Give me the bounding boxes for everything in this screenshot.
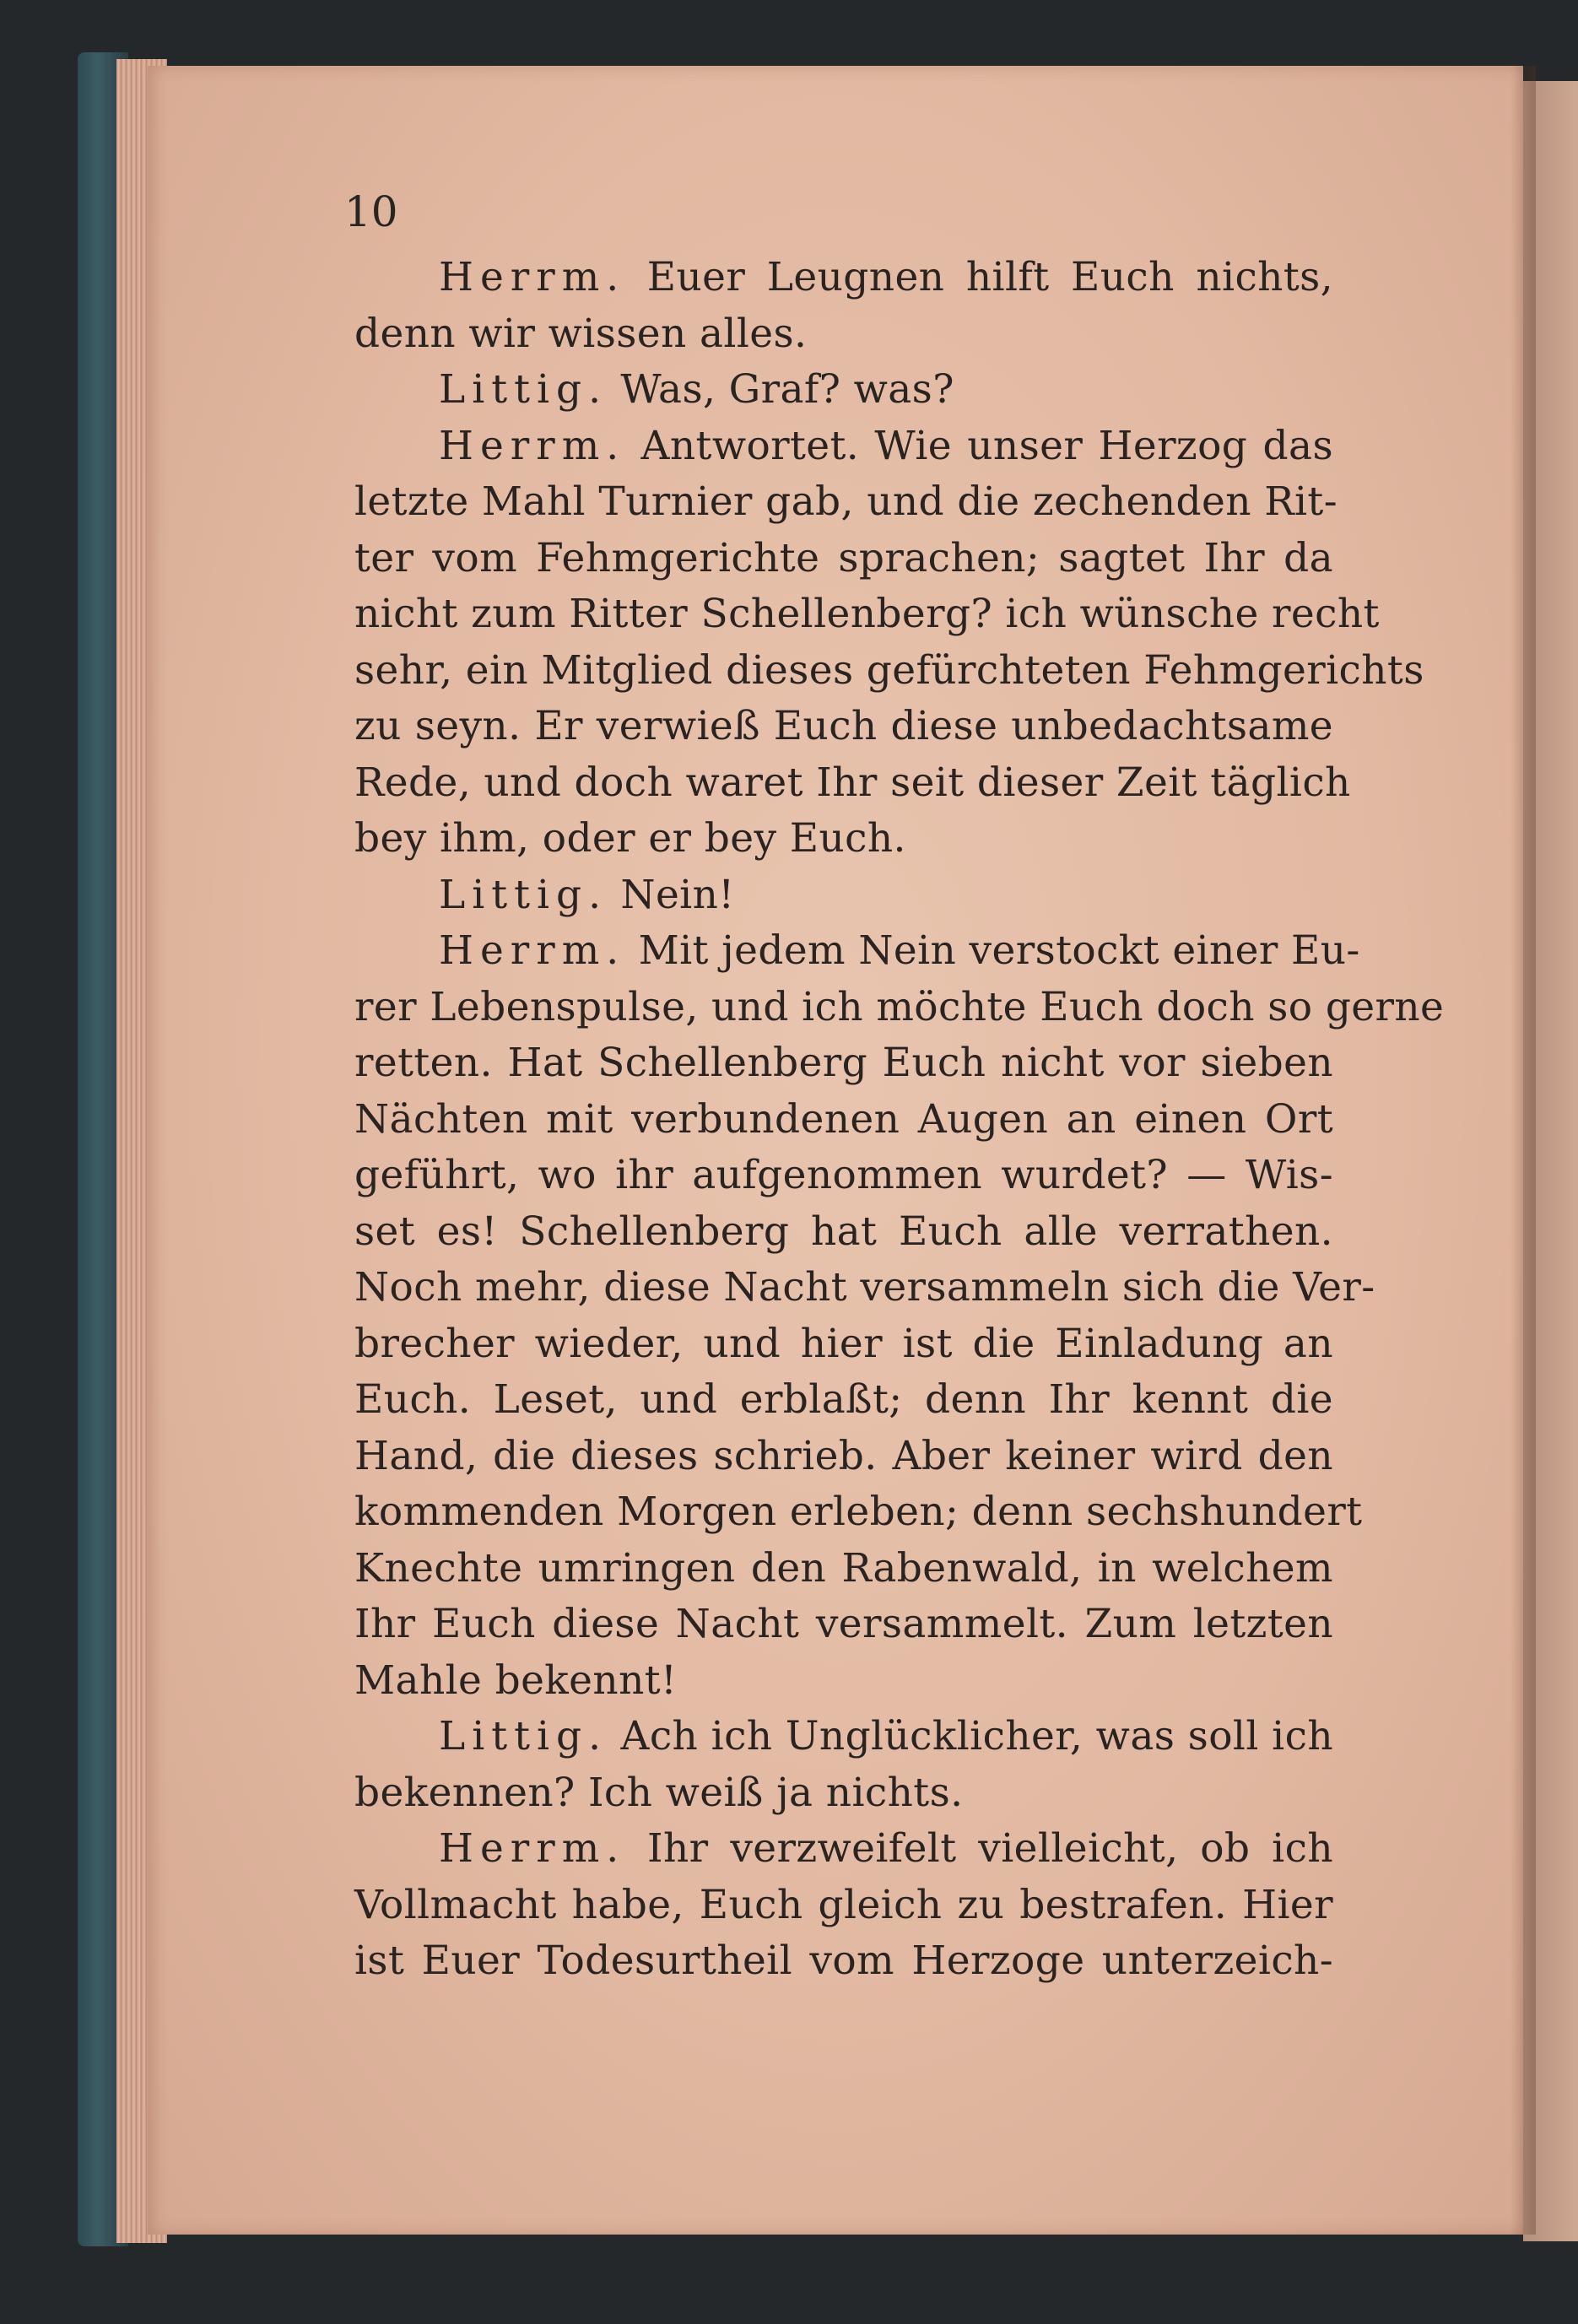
speaker-name: Littig. <box>439 366 608 413</box>
text-line <box>354 699 1333 755</box>
text-line <box>354 923 1360 980</box>
text-line <box>354 1765 1333 1822</box>
text-line <box>354 755 1351 812</box>
line-text: Mit jedem Nein verstockt einer Eu- <box>625 927 1360 974</box>
text-line <box>354 474 1338 531</box>
line-text: retten. Hat Schellenberg Euch nicht vor sieben <box>354 1040 1333 1086</box>
text-line <box>354 1092 1333 1148</box>
text-line <box>354 1035 1333 1092</box>
line-text: Ach ich Unglücklicher, was soll ich <box>608 1713 1333 1759</box>
line-text: geführt, wo ihr aufgenommen wurdet? — Wis- <box>354 1152 1333 1198</box>
line-text: brecher wieder, und hier ist die Einladung an <box>354 1320 1333 1367</box>
line-text: Rede, und doch waret Ihr seit dieser Zeit täglich <box>354 759 1351 806</box>
text-line <box>354 643 1424 700</box>
line-text: ter vom Fehmgerichte sprachen; sagtet Ihr da <box>354 534 1333 581</box>
line-text: Ihr verzweifelt vielleicht, ob ich <box>625 1825 1333 1872</box>
text-line <box>354 250 1333 306</box>
line-text: letzte Mahl Turnier gab, und die zechenden Rit- <box>354 478 1338 525</box>
speaker-name: Herrm. <box>439 1825 626 1872</box>
line-text: Euch. Leset, und erblaßt; denn Ihr kennt die <box>354 1376 1333 1423</box>
text-line <box>354 1933 1333 1990</box>
line-text: Mahle bekennt! <box>354 1657 678 1704</box>
text-line <box>354 1878 1333 1934</box>
speaker-name: Littig. <box>439 1713 608 1759</box>
text-line <box>354 1429 1333 1485</box>
text-line <box>354 1372 1333 1429</box>
text-line <box>354 1597 1333 1653</box>
line-text: Knechte umringen den Rabenwald, in welchem <box>354 1544 1333 1592</box>
line-text: Noch mehr, diese Nacht versammeln sich die Ver- <box>354 1264 1375 1311</box>
text-line <box>354 867 1333 924</box>
speaker-name: Herrm. <box>439 422 626 469</box>
text-line <box>354 1821 1333 1878</box>
text-line <box>354 980 1445 1036</box>
text-line <box>354 419 1333 475</box>
book-gutter <box>1510 66 1536 2235</box>
text-line <box>354 531 1333 587</box>
line-text: Nein! <box>608 871 735 918</box>
text-line <box>354 1653 1333 1710</box>
page-number: 10 <box>344 187 398 236</box>
line-text: zu seyn. Er verwieß Euch diese unbedachtsame <box>354 703 1333 749</box>
text-line <box>354 362 1333 419</box>
line-text: Euer Leugnen hilft Euch nichts, <box>625 254 1333 300</box>
line-text: kommenden Morgen erleben; denn sechshundert <box>354 1489 1363 1535</box>
line-text: Nächten mit verbundenen Augen an einen Ort <box>354 1095 1333 1143</box>
line-text: sehr, ein Mitglied dieses gefürchteten Fehmgerichts <box>354 646 1424 694</box>
text-line <box>354 811 1333 867</box>
line-text: Antwortet. Wie unser Herzog das <box>625 422 1333 469</box>
line-text: Vollmacht habe, Euch gleich zu bestrafen. Hier <box>354 1881 1333 1928</box>
speaker-name: Herrm. <box>439 254 626 300</box>
speaker-name: Herrm. <box>439 927 626 974</box>
line-text: nicht zum Ritter Schellenberg? ich wünsche recht <box>354 591 1380 637</box>
line-text: rer Lebenspulse, und ich möchte Euch doch so gerne <box>354 983 1445 1030</box>
text-line <box>354 1148 1333 1204</box>
text-line <box>354 1316 1333 1373</box>
text-line <box>354 1484 1363 1541</box>
line-text: Ihr Euch diese Nacht versammelt. Zum letzten <box>354 1601 1333 1647</box>
speaker-name: Littig. <box>439 871 608 918</box>
text-line <box>354 1260 1375 1316</box>
text-line <box>354 1204 1333 1261</box>
text-line <box>354 1541 1333 1597</box>
line-text: denn wir wissen alles. <box>354 310 808 357</box>
text-line <box>354 1709 1333 1765</box>
line-text: Was, Graf? was? <box>608 366 954 413</box>
line-text: set es! Schellenberg hat Euch alle verrathen. <box>354 1208 1333 1255</box>
page-text <box>354 250 1445 1990</box>
text-line <box>354 306 1333 363</box>
line-text: bey ihm, oder er bey Euch. <box>354 815 906 862</box>
line-text: bekennen? Ich weiß ja nichts. <box>354 1769 964 1816</box>
line-text: Hand, die dieses schrieb. Aber keiner wird den <box>354 1432 1333 1479</box>
line-text: ist Euer Todesurtheil vom Herzoge unterzeich- <box>354 1938 1333 1984</box>
text-line <box>354 586 1380 643</box>
